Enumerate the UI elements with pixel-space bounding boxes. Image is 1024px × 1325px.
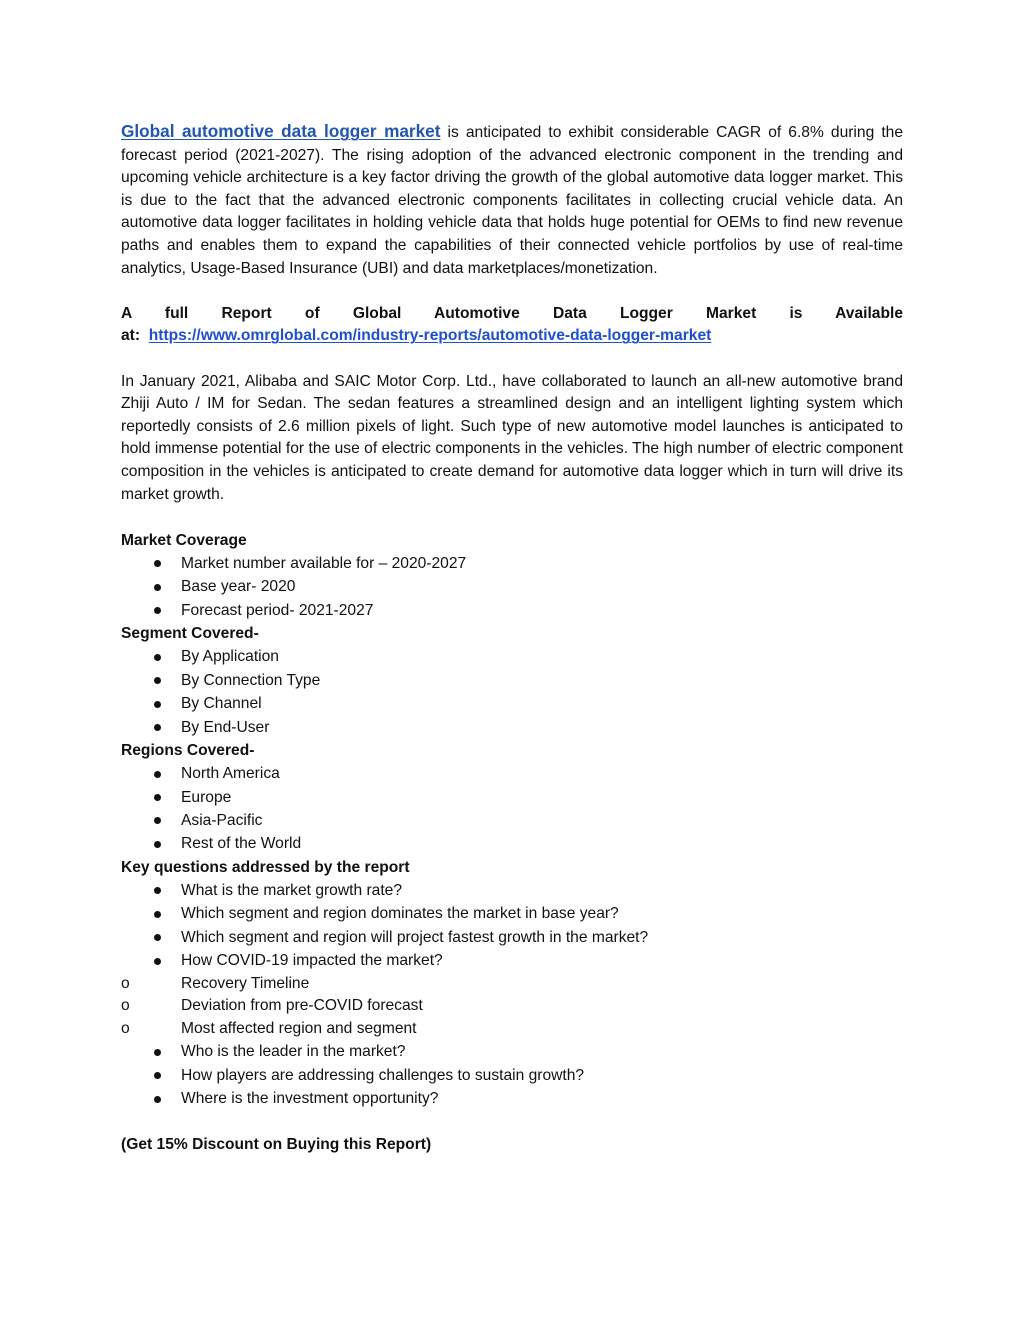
bullet-icon [154, 1096, 161, 1103]
collaboration-paragraph: In January 2021, Alibaba and SAIC Motor Corp. Ltd., have collaborated to launch an all-new automotive brand Zhiji Auto / IM for Sedan. The sedan features a streamlined design and an intelligent lighting system which reportedly consists of 2.6 million pixels of light. Such type of new automotive model launches is anticipated to hold immense potential for the use of electric components in the vehicles. The high number of electric component composition in the vehicles is anticipated to create demand for automotive data logger which in turn will drive its market growth. [121, 372, 903, 503]
bullet-icon [154, 584, 161, 591]
list-item: Who is the leader in the market? [121, 1040, 903, 1063]
market-coverage-heading: Market Coverage [121, 531, 247, 549]
bullet-icon [154, 887, 161, 894]
key-questions-heading: Key questions addressed by the report [121, 858, 410, 876]
bullet-icon [154, 1049, 161, 1056]
document-page [121, 120, 903, 1156]
intro-paragraph [121, 120, 903, 280]
segment-covered-list [121, 645, 903, 739]
bullet-icon [154, 817, 161, 824]
list-item: Europe [121, 786, 903, 809]
covid-sub-list [121, 973, 903, 1041]
regions-covered-heading: Regions Covered- [121, 741, 255, 759]
bullet-icon [154, 654, 161, 661]
market-report-link[interactable]: Global automotive data logger market [121, 121, 441, 141]
list-item: o Deviation from pre-COVID forecast [121, 995, 903, 1018]
discount-note: (Get 15% Discount on Buying this Report) [121, 1136, 432, 1154]
list-item: Asia-Pacific [121, 809, 903, 832]
bullet-icon [154, 771, 161, 778]
list-item: o Recovery Timeline [121, 973, 903, 996]
bullet-icon [154, 841, 161, 848]
bullet-icon [154, 724, 161, 731]
list-item: o Most affected region and segment [121, 1018, 903, 1041]
list-item: Which segment and region dominates the market in base year? [121, 902, 903, 925]
key-questions-list [121, 879, 903, 973]
bullet-icon [154, 794, 161, 801]
list-item: By Application [121, 645, 903, 668]
regions-covered-list [121, 762, 903, 856]
list-item: What is the market growth rate? [121, 879, 903, 902]
bullet-icon [154, 677, 161, 684]
segment-covered-heading: Segment Covered- [121, 625, 259, 643]
bullet-icon [154, 1072, 161, 1079]
list-item: Market number available for – 2020-2027 [121, 552, 903, 575]
bullet-icon [154, 958, 161, 965]
list-item: How players are addressing challenges to sustain growth? [121, 1064, 903, 1087]
list-item: Rest of the World [121, 832, 903, 855]
market-coverage-list [121, 552, 903, 622]
intro-text: is anticipated to exhibit considerable CAGR of 6.8% during the forecast period (2021-2027). The rising adoption of the advanced electronic component in the trending and upcoming vehicle architecture is a key factor driving the growth of the global automotive data logger market. This is due to the fact that the advanced electronic components facilitates in collecting crucial vehicle data. An automotive data logger facilitates in holding vehicle data that holds huge potential for OEMs to find new revenue paths and enables them to expand the capabilities of their connected vehicle portfolios by use of real-time analytics, Usage-Based Insurance (UBI) and data marketplaces/monetization. [121, 124, 903, 277]
list-item: Forecast period- 2021-2027 [121, 599, 903, 622]
bullet-icon [154, 701, 161, 708]
report-at-label: at: [121, 327, 141, 345]
sub-bullet-marker: o [121, 997, 130, 1015]
bullet-icon [154, 607, 161, 614]
list-item: Base year- 2020 [121, 575, 903, 598]
key-questions-list-continued [121, 1040, 903, 1110]
list-item: By Connection Type [121, 669, 903, 692]
list-item: By Channel [121, 692, 903, 715]
list-item: Which segment and region will project fastest growth in the market? [121, 926, 903, 949]
list-item: North America [121, 762, 903, 785]
bullet-icon [154, 934, 161, 941]
list-item: How COVID-19 impacted the market? [121, 949, 903, 972]
sub-bullet-marker: o [121, 1019, 130, 1037]
list-item: By End-User [121, 716, 903, 739]
report-url-link[interactable]: https://www.omrglobal.com/industry-reports/automotive-data-logger-market [148, 327, 712, 345]
report-url-line [121, 325, 903, 348]
bullet-icon [154, 911, 161, 918]
list-item: Where is the investment opportunity? [121, 1087, 903, 1110]
bullet-icon [154, 560, 161, 567]
report-availability-line: A full Report of Global Automotive Data Logger Market is Available [121, 304, 903, 322]
sub-bullet-marker: o [121, 974, 130, 992]
